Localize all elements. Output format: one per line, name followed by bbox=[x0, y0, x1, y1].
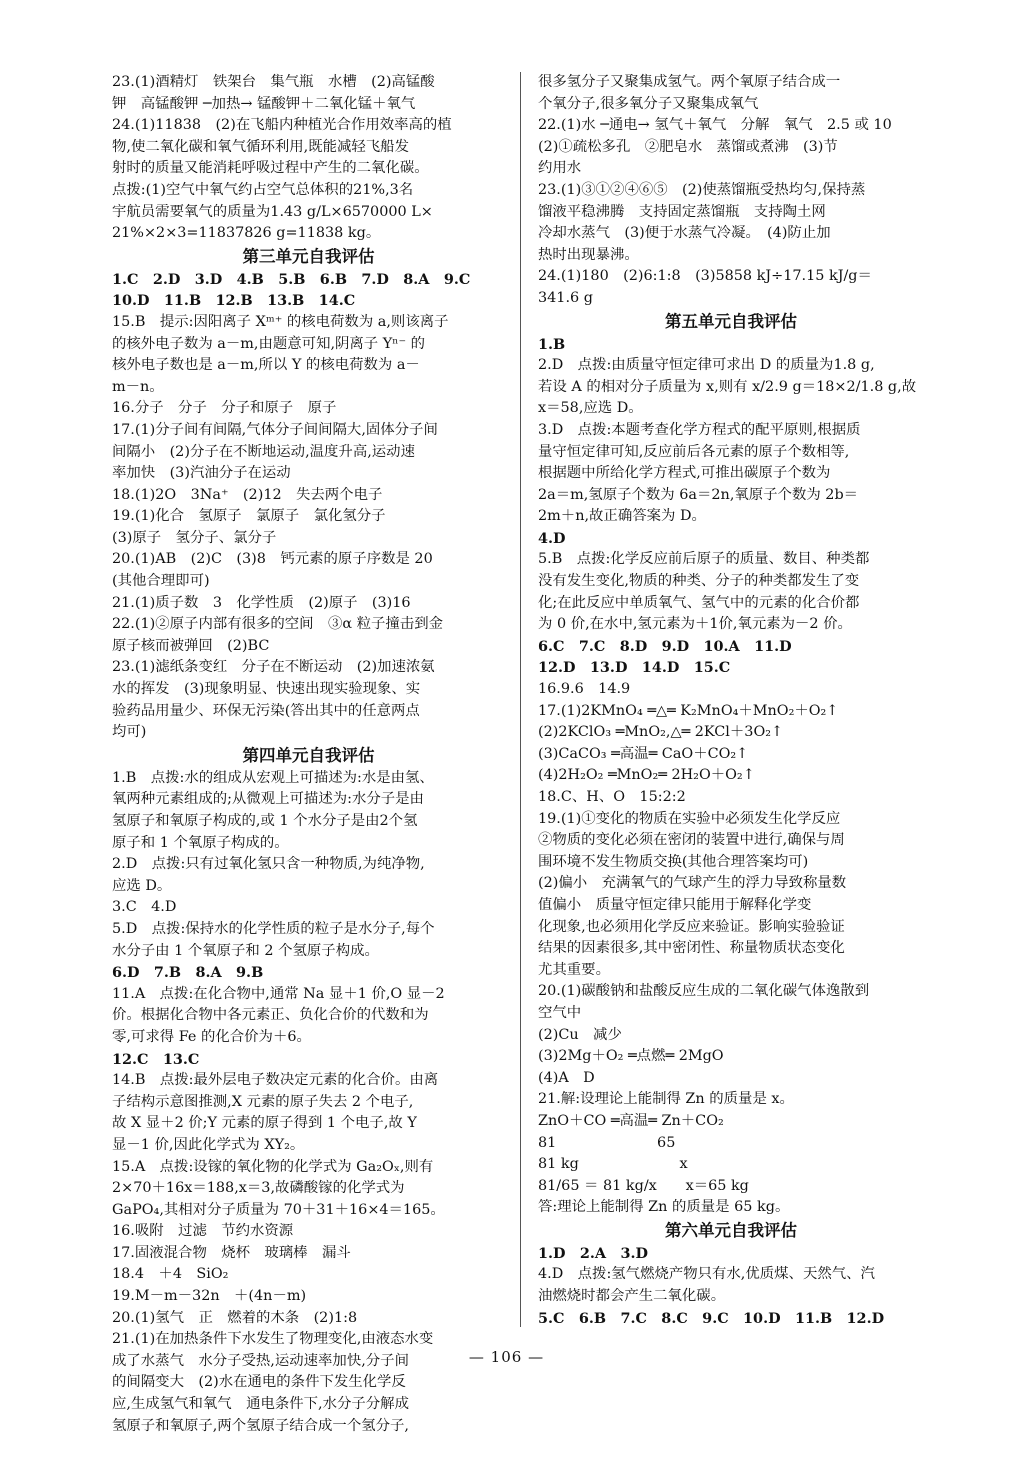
answer-line: 围环境不发生物质交换(其他合理答案均可) bbox=[538, 853, 809, 870]
answer-line: 12.D 13.D 14.D 15.C bbox=[538, 659, 731, 677]
answer-line: 24.(1)11838 (2)在飞船内种植光合作用效率高的植 bbox=[112, 117, 452, 134]
answer-line: (2)①疏松多孔 ②肥皂水 蒸馏或煮沸 (3)节 bbox=[538, 138, 838, 155]
answer-line: 均可) bbox=[112, 724, 147, 741]
answer-line: 子结构示意图推测,X 元素的原子失去 2 个电子, bbox=[112, 1093, 414, 1110]
answer-line: 5.D 点拨:保持水的化学性质的粒子是水分子,每个 bbox=[112, 920, 435, 937]
answer-line: 20.(1)碳酸钠和盐酸反应生成的二氧化碳气体逸散到 bbox=[538, 983, 870, 1000]
answer-line: 16.分子 分子 分子和原子 原子 bbox=[112, 400, 337, 417]
answer-line: 馏液平稳沸腾 支持固定蒸馏瓶 支持陶土网 bbox=[538, 203, 826, 220]
answer-line: 化现象,也必须用化学反应来验证。影响实验验证 bbox=[538, 918, 845, 935]
answer-line: 16.9.6 14.9 bbox=[538, 681, 631, 698]
answer-line: 价。根据化合物中各元素正、负化合价的代数和为 bbox=[112, 1007, 429, 1024]
answer-line: 宇航员需要氧气的质量为1.43 g/L×6570000 L× bbox=[112, 203, 433, 220]
answer-line: 23.(1)③①②④⑥⑤ (2)使蒸馏瓶受热均匀,保持蒸 bbox=[538, 181, 866, 198]
answer-line: 15.A 点拨:设镓的氧化物的化学式为 Ga₂Oₓ,则有 bbox=[112, 1158, 434, 1175]
answer-line: 22.(1)②原子内部有很多的空间 ③α 粒子撞击到金 bbox=[112, 616, 443, 633]
answer-line: 19.(1)①变化的物质在实验中必须发生化学反应 bbox=[538, 810, 841, 827]
answer-line: 17.(1)分子间有间隔,气体分子间间隔大,固体分子间 bbox=[112, 421, 438, 438]
answer-line: (3)CaCO₃ ═高温═ CaO＋CO₂↑ bbox=[538, 745, 749, 762]
answer-line: 故 X 显＋2 价;Y 元素的原子得到 1 个电子,故 Y bbox=[112, 1115, 417, 1132]
answer-line: 15.B 提示:因阳离子 Xᵐ⁺ 的核电荷数为 a,则该离子 bbox=[112, 313, 449, 330]
answer-line: 23.(1)滤纸条变红 分子在不断运动 (2)加速浓氨 bbox=[112, 659, 435, 676]
answer-line: 81 65 bbox=[538, 1134, 676, 1151]
answer-line: 零,可求得 Fe 的化合价为＋6。 bbox=[112, 1028, 311, 1045]
answer-line: 20.(1)AB (2)C (3)8 钙元素的原子序数是 20 bbox=[112, 551, 433, 568]
answer-line: 22.(1)水 ─通电→ 氢气＋氧气 分解 氧气 2.5 或 10 bbox=[538, 117, 892, 134]
answer-line: (其他合理即可) bbox=[112, 573, 210, 590]
answer-line: 冷却水蒸气 (3)便于水蒸气冷凝。 (4)防止加 bbox=[538, 225, 831, 242]
answer-line: 19.(1)化合 氢原子 氯原子 氯化氢分子 bbox=[112, 508, 386, 525]
answer-line: (2)2KClO₃ ═MnO₂,△═ 2KCl＋3O₂↑ bbox=[538, 724, 784, 741]
answer-line: x＝58,应选 D。 bbox=[538, 400, 643, 417]
answer-line: 24.(1)180 (2)6:1:8 (3)5858 kJ÷17.15 kJ/g＝ bbox=[538, 268, 872, 285]
answer-line: 物,使二氧化碳和氧气循环利用,既能减轻飞船发 bbox=[112, 138, 409, 155]
answer-line: 为 0 价,在水中,氢元素为＋1价,氧元素为－2 价。 bbox=[538, 616, 852, 633]
answer-line: 5.C 6.B 7.C 8.C 9.C 10.D 11.B 12.D bbox=[538, 1309, 885, 1327]
answer-line: 空气中 bbox=[538, 1004, 582, 1021]
answer-line: 1.D 2.A 3.D bbox=[538, 1244, 648, 1262]
answer-line: 23.(1)酒精灯 铁架台 集气瓶 水槽 (2)高锰酸 bbox=[112, 74, 435, 90]
answer-line: GaPO₄,其相对分子质量为 70＋31＋16×4＝165。 bbox=[112, 1201, 445, 1218]
answer-line: (2)偏小 充满氧气的气球产生的浮力导致称量数 bbox=[538, 875, 847, 892]
answer-line: 个氧分子,很多氧分子又聚集成氧气 bbox=[538, 95, 759, 112]
right-column bbox=[538, 72, 924, 1329]
answer-line: (2)Cu 减少 bbox=[538, 1026, 622, 1043]
answer-line: 答:理论上能制得 Zn 的质量是 65 kg。 bbox=[538, 1199, 790, 1216]
answer-line: 若设 A 的相对分子质量为 x,则有 x/2.9 g＝18×2/1.8 g,故 bbox=[538, 378, 917, 395]
answer-line: 的间隔变大 (2)水在通电的条件下发生化学反 bbox=[112, 1374, 406, 1391]
answer-line: 11.A 点拨:在化合物中,通常 Na 显＋1 价,O 显－2 bbox=[112, 985, 445, 1002]
answer-line: 尤其重要。 bbox=[538, 961, 610, 978]
answer-line: 18.4 ＋4 SiO₂ bbox=[112, 1266, 229, 1283]
left-column bbox=[112, 72, 505, 1437]
answer-line: 20.(1)氢气 正 燃着的木条 (2)1:8 bbox=[112, 1309, 358, 1326]
answer-line: 4.D 点拨:氢气燃烧产物只有水,优质煤、天然气、汽 bbox=[538, 1266, 875, 1283]
answer-line: 4.D bbox=[538, 529, 566, 547]
answer-line: 很多氢分子又聚集成氢气。两个氧原子结合成一 bbox=[538, 74, 841, 90]
page-number: — 106 — bbox=[468, 1348, 545, 1366]
answer-line: 核外电子数也是 a－m,所以 Y 的核电荷数为 a－ bbox=[112, 357, 420, 374]
answer-line: 1.C 2.D 3.D 4.B 5.B 6.B 7.D 8.A 9.C bbox=[112, 270, 471, 288]
answer-line: 热时出现暴沸。 bbox=[538, 246, 639, 263]
answer-line: ②物质的变化必须在密闭的装置中进行,确保与周 bbox=[538, 832, 845, 849]
answer-line: 3.C 4.D bbox=[112, 899, 177, 916]
answer-line: 81/65 ＝ 81 kg/x x＝65 kg bbox=[538, 1177, 749, 1194]
answer-line: 成了水蒸气 水分子受热,运动速率加快,分子间 bbox=[112, 1352, 409, 1369]
answer-line: 间隔小 (2)分子在不断地运动,温度升高,运动速 bbox=[112, 443, 415, 460]
answer-line: 21.(1)质子数 3 化学性质 (2)原子 (3)16 bbox=[112, 594, 411, 611]
answer-line: 化;在此反应中单质氧气、氢气中的元素的化合价都 bbox=[538, 594, 860, 611]
answer-line: 2.D 点拨:由质量守恒定律可求出 D 的质量为1.8 g, bbox=[538, 357, 875, 374]
answer-line: 17.(1)2KMnO₄ ═△═ K₂MnO₄＋MnO₂＋O₂↑ bbox=[538, 702, 839, 719]
answer-line: 1.B 点拨:水的组成从宏观上可描述为:水是由氢、 bbox=[112, 769, 434, 786]
answer-line: 81 kg x bbox=[538, 1156, 688, 1173]
answer-line: 氢原子和氧原子,两个氢原子结合成一个氢分子, bbox=[112, 1417, 409, 1434]
answer-line: 6.D 7.B 8.A 9.B bbox=[112, 964, 264, 982]
answer-line: 16.吸附 过滤 节约水资源 bbox=[112, 1223, 294, 1240]
answer-line: 油燃烧时都会产生二氧化碳。 bbox=[538, 1288, 726, 1305]
answer-line: 水的挥发 (3)现象明显、快速出现实验现象、实 bbox=[112, 681, 421, 698]
answer-line: 14.B 点拨:最外层电子数决定元素的化合价。由离 bbox=[112, 1072, 439, 1089]
answer-line: (3)2Mg＋O₂ ═点燃═ 2MgO bbox=[538, 1048, 724, 1065]
answer-line: 21.解:设理论上能制得 Zn 的质量是 x。 bbox=[538, 1091, 794, 1108]
answer-line: 341.6 g bbox=[538, 289, 593, 306]
answer-line: 水分子由 1 个氧原子和 2 个氢原子构成。 bbox=[112, 942, 379, 959]
answer-line: 值偏小 质量守恒定律只能用于解释化学变 bbox=[538, 896, 812, 913]
answer-line: 18.C、H、O 15:2:2 bbox=[538, 789, 686, 805]
answer-line: m－n。 bbox=[112, 378, 164, 395]
answer-line: 点拨:(1)空气中氧气约占空气总体积的21%,3名 bbox=[112, 181, 414, 198]
answer-line: 应选 D。 bbox=[112, 877, 172, 894]
answer-line: 量守恒定律可知,反应前后各元素的原子个数相等, bbox=[538, 443, 850, 460]
answer-line: 结果的因素很多,其中密闭性、称量物质状态变化 bbox=[538, 940, 845, 957]
answer-line: 原子和 1 个氧原子构成的。 bbox=[112, 834, 289, 851]
section-heading: 第六单元自我评估 bbox=[665, 1220, 797, 1240]
answer-line: 的核外电子数为 a－m,由题意可知,阴离子 Yⁿ⁻ 的 bbox=[112, 335, 426, 352]
answer-line: 12.C 13.C bbox=[112, 1050, 200, 1068]
answer-line: 2×70＋16x＝188,x＝3,故磷酸镓的化学式为 bbox=[112, 1180, 405, 1197]
answer-line: 2a＝m,氢原子个数为 6a＝2n,氧原子个数为 2b＝ bbox=[538, 486, 859, 503]
answer-line: 6.C 7.C 8.D 9.D 10.A 11.D bbox=[538, 637, 792, 655]
answer-line: 10.D 11.B 12.B 13.B 14.C bbox=[112, 292, 356, 310]
answer-line: 原子核而被弹回 (2)BC bbox=[112, 637, 270, 654]
answer-line: 1.B bbox=[538, 335, 566, 353]
answer-line: 显－1 价,因此化学式为 XY₂。 bbox=[112, 1136, 305, 1153]
answer-line: 没有发生变化,物质的种类、分子的种类都发生了变 bbox=[538, 573, 860, 590]
answer-line: (3)原子 氢分子、氯分子 bbox=[112, 529, 277, 546]
section-heading: 第五单元自我评估 bbox=[665, 311, 797, 331]
answer-line: 21%×2×3=11837826 g=11838 kg。 bbox=[112, 225, 381, 242]
answer-line: 氢原子和氧原子构成的,或 1 个水分子是由2个氢 bbox=[112, 813, 418, 829]
answer-line: 应,生成氢气和氧气 通电条件下,水分子分解成 bbox=[112, 1396, 409, 1413]
answer-line: 2.D 点拨:只有过氧化氢只含一种物质,为纯净物, bbox=[112, 856, 425, 873]
answer-line: 率加快 (3)汽油分子在运动 bbox=[112, 465, 291, 482]
answer-line: ZnO＋CO ═高温═ Zn＋CO₂ bbox=[538, 1112, 724, 1129]
section-heading: 第三单元自我评估 bbox=[242, 246, 375, 266]
answer-line: 19.M－m－32n ＋(4n－m) bbox=[112, 1288, 307, 1305]
answer-line: 氧两种元素组成的;从微观上可描述为:水分子是由 bbox=[112, 791, 424, 808]
answer-line: (4)A D bbox=[538, 1069, 595, 1086]
answer-line: 3.D 点拨:本题考查化学方程式的配平原则,根据质 bbox=[538, 421, 861, 438]
answer-line: 根据题中所给化学方程式,可推出碳原子个数为 bbox=[538, 465, 831, 482]
answer-line: 射时的质量又能消耗呼吸过程中产生的二氧化碳。 bbox=[112, 160, 429, 177]
answer-line: 约用水 bbox=[538, 160, 582, 177]
answer-line: 钾 高锰酸钾 ─加热→ 锰酸钾＋二氧化锰＋氧气 bbox=[112, 95, 416, 112]
answer-line: 验药品用量少、环保无污染(答出其中的任意两点 bbox=[112, 702, 420, 719]
column-divider bbox=[520, 72, 521, 1327]
answer-line: 18.(1)2O 3Na⁺ (2)12 失去两个电子 bbox=[112, 486, 383, 503]
answer-line: 5.B 点拨:化学反应前后原子的质量、数目、种类都 bbox=[538, 551, 870, 568]
answer-line: 17.固液混合物 烧杯 玻璃棒 漏斗 bbox=[112, 1244, 351, 1261]
answer-line: (4)2H₂O₂ ═MnO₂═ 2H₂O＋O₂↑ bbox=[538, 767, 755, 784]
section-heading: 第四单元自我评估 bbox=[242, 745, 375, 765]
answer-line: 2m＋n,故正确答案为 D。 bbox=[538, 508, 706, 525]
answer-line: 21.(1)在加热条件下水发生了物理变化,由液态水变 bbox=[112, 1331, 434, 1348]
